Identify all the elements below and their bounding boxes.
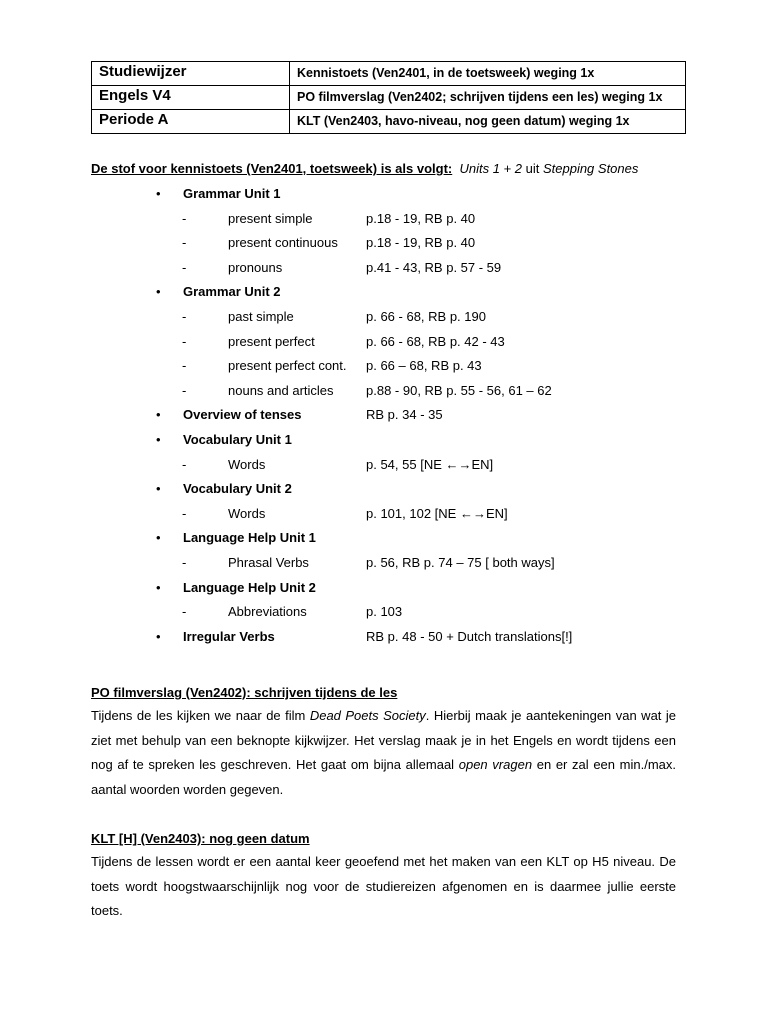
header-period: Periode A — [92, 110, 290, 134]
topic-label: Language Help Unit 2 — [183, 579, 316, 595]
topic-label: Language Help Unit 1 — [183, 530, 316, 546]
subtopic-label: present simple — [228, 210, 313, 226]
dash-marker: - — [182, 382, 187, 398]
paragraph-line: nog af te spreken les geschreven. Het gaat om bijna allemaal open vragen en er zal een min./max. — [91, 757, 677, 772]
subtopic-label: Words — [228, 456, 266, 472]
po-paragraph — [91, 704, 676, 802]
paragraph-line: toets wordt hoogstwaarschijnlijk nog voor de studiereizen afgenomen en is daarmee jullie eerste — [91, 878, 676, 894]
topic-label: Vocabulary Unit 1 — [183, 432, 292, 447]
header-table — [91, 61, 686, 134]
po-section-title: PO filmverslag (Ven2402): schrijven tijdens de les — [91, 685, 398, 700]
subtopic-reference: p. 66 - 68, RB p. 42 - 43 — [366, 333, 505, 349]
bullet-icon: • — [156, 407, 161, 423]
assessment-po-filmverslag: PO filmverslag (Ven2402; schrijven tijdens een les) weging 1x — [290, 86, 686, 110]
paragraph-line: ziet met behulp van een beknopte kijkwijzer. Het verslag maak je in het Engels en wordt tijdens een — [91, 732, 676, 748]
header-row — [92, 62, 686, 86]
topic-reference: RB p. 34 - 35 — [366, 407, 443, 423]
emphasis-text: Dead Poets Society — [309, 708, 426, 723]
bullet-icon: • — [156, 579, 161, 595]
klt-section-title: KLT [H] (Ven2403): nog geen datum — [91, 831, 310, 846]
dash-marker: - — [182, 259, 187, 275]
intro-heading: De stof voor kennistoets (Ven2401, toetsweek) is als volgt: — [91, 161, 453, 176]
assessment-kennistoets: Kennistoets (Ven2401, in de toetsweek) weging 1x — [290, 62, 686, 86]
paragraph-line: toets. — [91, 903, 123, 918]
subtopic-reference: p. 66 - 68, RB p. 190 — [366, 309, 486, 324]
subtopic-reference: p. 56, RB p. 74 – 75 [ both ways] — [366, 555, 555, 570]
subtopic-label: Words — [228, 505, 266, 521]
topic-label: Grammar Unit 2 — [183, 284, 281, 300]
subtopic-label: present continuous — [228, 235, 338, 251]
subtopic-reference: p.88 - 90, RB p. 55 - 56, 61 – 62 — [366, 382, 552, 398]
topic-label: Irregular Verbs — [183, 628, 275, 644]
subtopic-reference: p. 103 — [366, 604, 403, 620]
paragraph-line: aantal woorden worden gegeven. — [91, 781, 284, 797]
dash-marker: - — [182, 555, 187, 570]
subtopic-reference: p. 101, 102 [NE ←→EN] — [366, 505, 508, 521]
subtopic-reference: p.41 - 43, RB p. 57 - 59 — [366, 259, 502, 275]
subtopic-label: past simple — [228, 309, 294, 324]
bullet-icon: • — [156, 186, 161, 201]
dash-marker: - — [182, 505, 187, 521]
header-row — [92, 86, 686, 110]
topic-label: Vocabulary Unit 2 — [183, 481, 292, 497]
bullet-icon: • — [156, 530, 161, 546]
bullet-icon: • — [156, 432, 161, 447]
paragraph-line: Tijdens de les kijken we naar de film Dead Poets Society. Hierbij maak je aantekeningen van wat je — [91, 708, 676, 723]
subtopic-label: Phrasal Verbs — [228, 555, 309, 570]
dash-marker: - — [182, 604, 187, 620]
intro-line — [91, 161, 638, 177]
intro-uit: uit — [525, 161, 540, 176]
subtopic-label: present perfect cont. — [228, 358, 347, 374]
header-title: Studiewijzer — [92, 62, 290, 86]
header-row — [92, 110, 686, 134]
subtopic-reference: p. 66 – 68, RB p. 43 — [366, 358, 482, 374]
dash-marker: - — [182, 210, 187, 226]
intro-units: Units 1 + 2 — [459, 161, 522, 176]
intro-book: Stepping Stones — [542, 161, 639, 176]
dash-marker: - — [182, 333, 187, 349]
topic-label: Grammar Unit 1 — [183, 186, 281, 201]
subtopic-reference: p.18 - 19, RB p. 40 — [366, 235, 476, 251]
subtopic-label: pronouns — [228, 259, 283, 275]
dash-marker: - — [182, 358, 187, 374]
subtopic-reference: p. 54, 55 [NE ←→EN] — [366, 456, 494, 472]
header-subject: Engels V4 — [92, 86, 290, 110]
bullet-icon: • — [156, 284, 161, 300]
klt-paragraph — [91, 850, 676, 924]
paragraph-line: Tijdens de lessen wordt er een aantal keer geoefend met het maken van een KLT op H5 niveau. De — [91, 854, 676, 869]
dash-marker: - — [182, 309, 187, 324]
subtopic-label: present perfect — [228, 333, 315, 349]
subtopic-label: Abbreviations — [228, 604, 307, 620]
bullet-icon: • — [156, 481, 161, 497]
bullet-icon: • — [156, 628, 161, 644]
emphasis-text: open vragen — [458, 757, 533, 772]
subtopic-reference: p.18 - 19, RB p. 40 — [366, 210, 476, 226]
topic-reference: RB p. 48 - 50 + Dutch translations[!] — [366, 628, 573, 644]
assessment-klt: KLT (Ven2403, havo-niveau, nog geen datum) weging 1x — [290, 110, 686, 134]
dash-marker: - — [182, 456, 187, 472]
subtopic-label: nouns and articles — [228, 382, 334, 398]
dash-marker: - — [182, 235, 187, 251]
topic-label: Overview of tenses — [183, 407, 302, 423]
